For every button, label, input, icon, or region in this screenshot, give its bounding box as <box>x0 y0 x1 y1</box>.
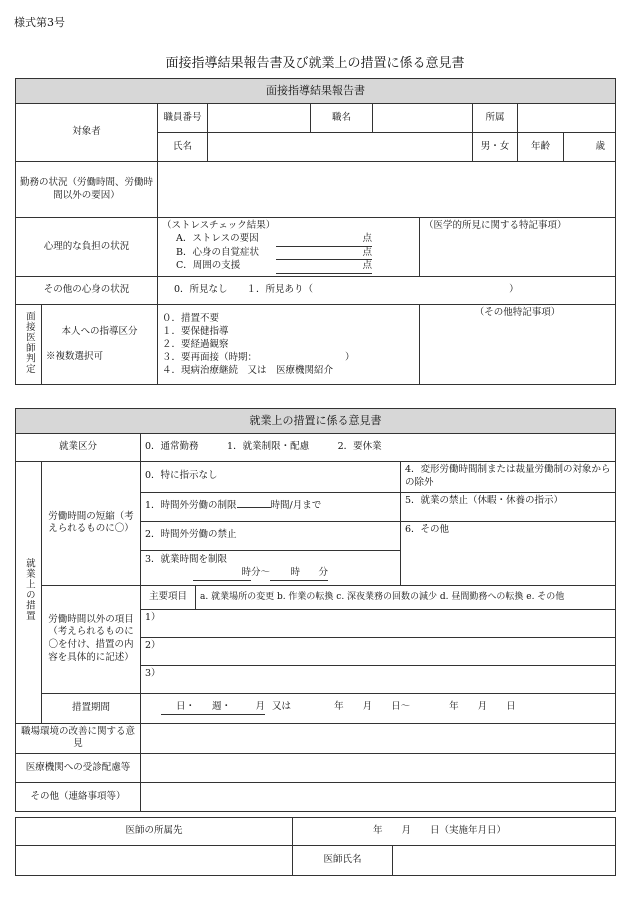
other-notes-cell[interactable] <box>420 305 616 385</box>
item-row-1[interactable]: 1） <box>141 609 616 637</box>
name-label: 氏名 <box>158 133 208 162</box>
stress-check-cell <box>158 218 420 277</box>
doctor-affiliation-label: 医師の所属先 <box>16 818 293 846</box>
staff-no-label: 職員番号 <box>158 104 208 133</box>
department-field[interactable] <box>518 104 616 133</box>
medical-field[interactable] <box>141 754 616 783</box>
other-items-label: 労働時間以外の項目（考えられるものに〇を付け、措置の内容を具体的に記述） <box>42 585 141 693</box>
report-heading: 面接指導結果報告書 <box>16 79 616 104</box>
work-status-label: 勤務の状況（労働時間、労働時間以外の要因） <box>16 162 158 218</box>
opinion-heading: 就業上の措置に係る意見書 <box>16 409 616 434</box>
doctor-name-label: 医師氏名 <box>293 846 393 876</box>
job-title-label: 職名 <box>311 104 373 133</box>
multi-select-note: ※複数選択可 <box>46 350 104 362</box>
item-row-2[interactable]: 2） <box>141 637 616 665</box>
period-label: 措置期間 <box>42 693 141 723</box>
document-title: 面接指導結果報告書及び就業上の措置に係る意見書 <box>165 56 465 71</box>
doctor-name-field[interactable] <box>393 846 616 876</box>
period-field[interactable]: 日・ 週・ 月 又は 年 月 日～ 年 月 日 <box>141 693 616 723</box>
hours-option-3[interactable]: 3．就業時間を制限 時分～ 時 分 <box>141 550 401 585</box>
hours-option-6[interactable]: 6．その他 <box>401 521 616 585</box>
hours-option-5[interactable]: 5．就業の禁止（休暇・休養の指示） <box>401 492 616 521</box>
age-field[interactable] <box>564 133 616 162</box>
workplace-field[interactable] <box>141 723 616 754</box>
report-table <box>15 78 616 385</box>
other-status-options: 0．所見なし １．所見あり（ <box>174 284 314 296</box>
category-options[interactable]: 0．通常勤務 1．就業制限・配慮 2．要休業 <box>141 434 616 462</box>
department-label: 所属 <box>473 104 518 133</box>
stress-item-c: C．周囲の支援 <box>176 260 241 272</box>
opinion-table <box>15 408 616 812</box>
guidance-label: 本人への指導区分 <box>61 325 138 337</box>
stress-item-b: B．心身の自覚症状 <box>176 246 259 258</box>
hours-option-2[interactable]: 2．時間外労働の禁止 <box>141 521 401 550</box>
judgment-side-label: 面接医師判定 <box>16 305 42 385</box>
guidance-option-2[interactable]: ２．要経過観察 <box>162 338 229 350</box>
other-label: その他（連絡事項等） <box>16 783 141 812</box>
age-label: 年齢 <box>518 133 564 162</box>
hours-label: 労働時間の短縮（考えられるものに〇） <box>42 462 141 586</box>
age-unit: 歳 <box>595 140 606 152</box>
measures-side-label: 就業上の措置 <box>16 462 42 724</box>
staff-no-field[interactable] <box>208 104 311 133</box>
other-status-field[interactable] <box>158 277 616 305</box>
stress-score-a[interactable]: 点 <box>276 233 372 247</box>
other-status-label: その他の心身の状況 <box>16 277 158 305</box>
other-status-close: ） <box>509 284 519 296</box>
name-field[interactable] <box>208 133 473 162</box>
stress-check-title: （ストレスチェック結果） <box>162 220 276 231</box>
implementation-date[interactable]: 年 月 日（実施年月日） <box>293 818 616 846</box>
doctor-affiliation-field[interactable] <box>16 846 293 876</box>
psych-label: 心理的な負担の状況 <box>16 218 158 277</box>
work-status-field[interactable] <box>158 162 616 218</box>
guidance-options[interactable] <box>158 305 420 385</box>
guidance-option-1[interactable]: １．要保健指導 <box>162 326 229 338</box>
guidance-option-3[interactable]: ３．要再面接（時期： ） <box>162 351 355 363</box>
stress-score-b[interactable]: 点 <box>276 247 372 261</box>
other-notes-label: （その他特記事項） <box>474 307 561 319</box>
guidance-label-cell <box>42 305 158 385</box>
hours-option-1[interactable]: 1．時間外労働の制限 時間/月まで <box>141 492 401 521</box>
stress-item-a: A．ストレスの要因 <box>176 232 259 244</box>
job-title-field[interactable] <box>373 104 473 133</box>
main-items-options[interactable]: a. 就業場所の変更 b. 作業の転換 c. 深夜業務の回数の減少 d. 昼間勤務への転換 e. その他 <box>196 585 616 609</box>
other-field[interactable] <box>141 783 616 812</box>
main-items-label: 主要項目 <box>141 585 196 609</box>
medical-findings-label: （医学的所見に関する特記事項） <box>424 220 567 231</box>
item-row-3[interactable]: 3） <box>141 665 616 693</box>
form-number: 様式第3号 <box>14 16 65 29</box>
subject-label: 対象者 <box>16 104 158 162</box>
workplace-label: 職場環境の改善に関する意見 <box>16 723 141 754</box>
hours-option-4[interactable]: 4．変形労働時間制または裁量労働制の対象からの除外 <box>401 462 616 493</box>
gender-select[interactable]: 男・女 <box>473 133 518 162</box>
guidance-option-0[interactable]: ０．措置不要 <box>162 313 220 325</box>
medical-label: 医療機関への受診配慮等 <box>16 754 141 783</box>
doctor-table <box>15 817 616 876</box>
medical-findings-cell[interactable] <box>420 218 616 277</box>
hours-option-0[interactable]: 0．特に指示なし <box>141 462 401 493</box>
category-label: 就業区分 <box>16 434 141 462</box>
guidance-option-4[interactable]: ４．現病治療継続 又は 医療機関紹介 <box>162 364 334 376</box>
stress-score-c[interactable]: 点 <box>276 260 372 274</box>
